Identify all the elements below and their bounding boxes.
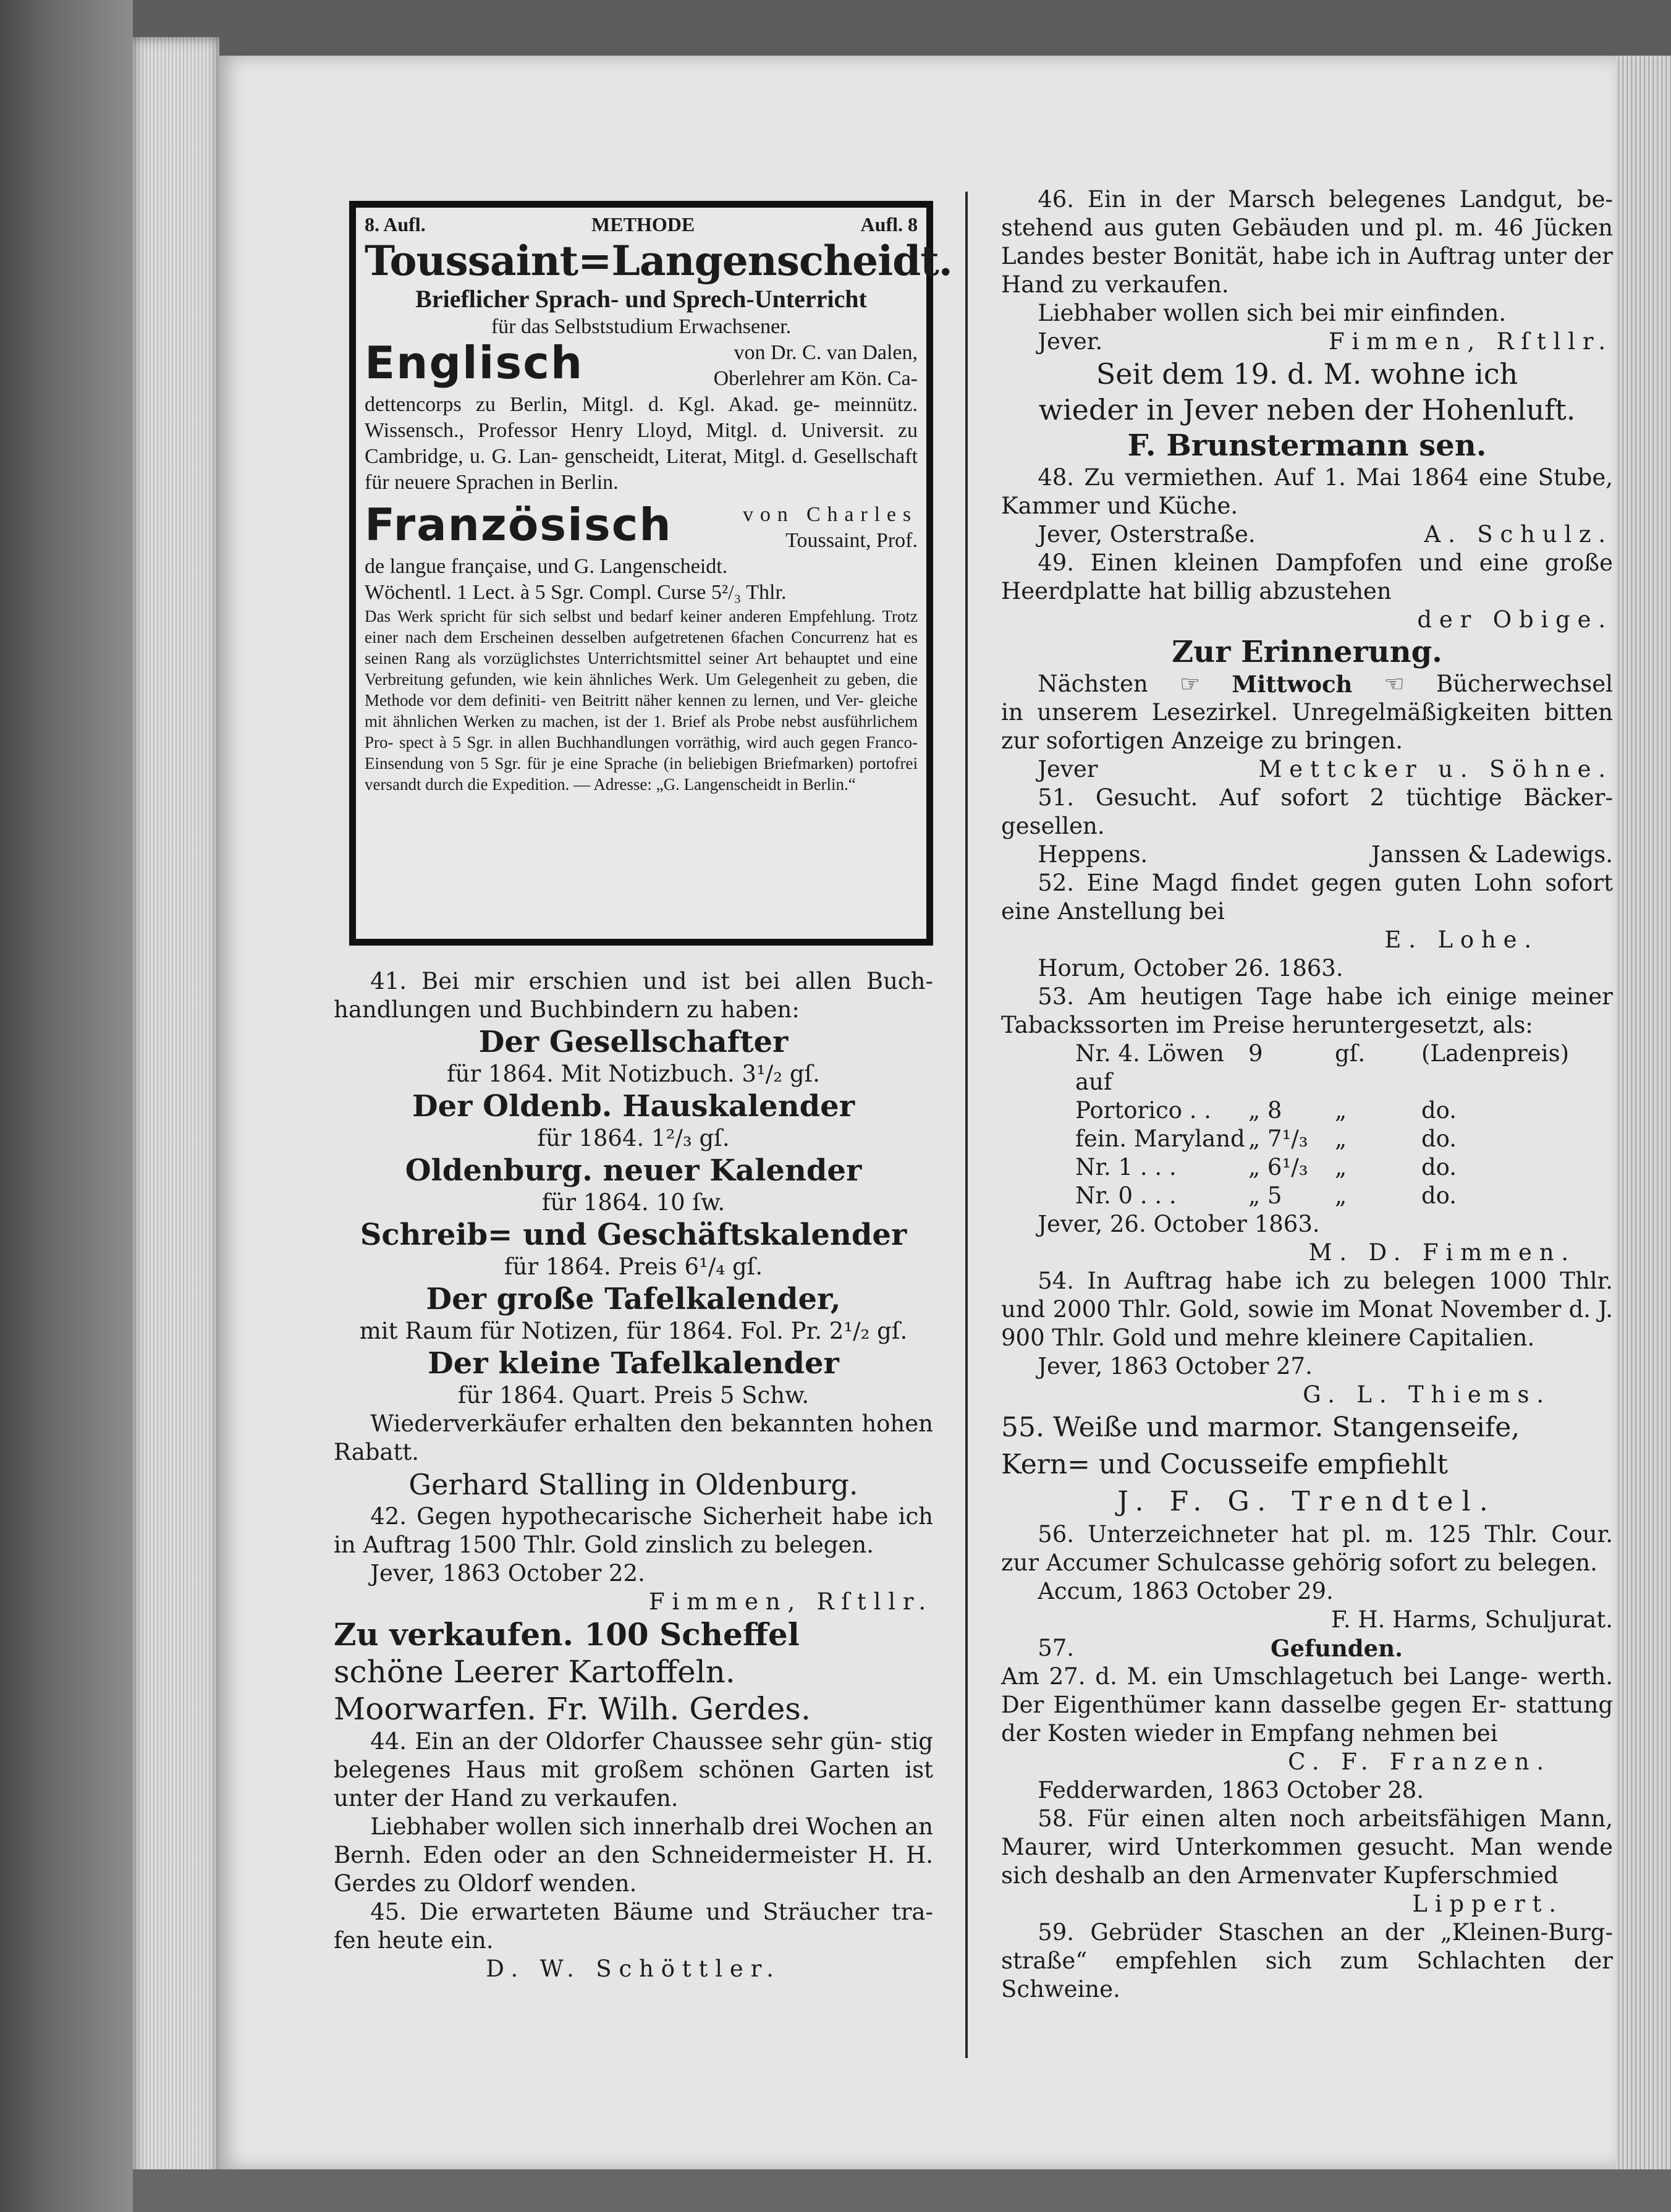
notice-54-signature: G. L. Thiems. — [1303, 1381, 1551, 1408]
calendar-4-price: für 1864. Preis 6¹/₄ gſ. — [504, 1253, 763, 1280]
calendar-3: Oldenburg. neuer Kalender — [405, 1153, 862, 1188]
ad-edition-left: 8. Aufl. — [365, 213, 426, 235]
notice-42: 42. Gegen hypothecarische Sicherheit habe ich in Auftrag 1500 Thlr. Gold zinslich zu belegen. — [334, 1503, 933, 1558]
notice-57-number: 57. — [1038, 1635, 1075, 1661]
calendar-5-price: mit Raum für Notizen, für 1864. Fol. Pr. 2¹/₂ gſ. — [359, 1318, 908, 1344]
notice-49-signature: der Obige. — [1417, 606, 1613, 633]
notice-57-date: Fedderwarden, 1863 October 28. — [1038, 1777, 1424, 1803]
notice-57-heading: Gefunden. — [1270, 1635, 1403, 1662]
tobacco-unit: „ — [1335, 1182, 1347, 1209]
tobacco-unit: „ — [1335, 1154, 1347, 1180]
tobacco-price: „ 8 — [1248, 1097, 1282, 1124]
publisher-stalling: Gerhard Stalling in Oldenburg. — [408, 1468, 858, 1501]
ad-edition-right: Aufl. 8 — [860, 213, 918, 235]
ad-french-a: von Charles — [742, 503, 918, 526]
tobacco-name: Portorico . . — [1075, 1097, 1212, 1124]
tobacco-row — [1001, 1040, 1613, 1096]
tobacco-unit: gſ. — [1335, 1040, 1366, 1067]
ad-audience: für das Selbststudium Erwachsener. — [491, 315, 792, 338]
notice-57-signature: C. F. Franzen. — [1288, 1748, 1551, 1775]
notice-57: Am 27. d. M. ein Umschlagetuch bei Lange- werth. Der Eigenthümer kann dasselbe gegen Er- stattung der Kosten wieder in Empfang nehmen bei — [1001, 1663, 1613, 1747]
notice-48-signature: A. Schulz. — [1424, 521, 1613, 548]
ad-subtitle: Brieflicher Sprach- und Sprech-Unterricht — [415, 285, 867, 313]
tobacco-name: Nr. 0 . . . — [1075, 1182, 1177, 1209]
ad-french: Französisch — [365, 499, 672, 551]
tobacco-price: „ 5 — [1248, 1182, 1282, 1209]
tobacco-unit: „ — [1335, 1097, 1347, 1124]
notice-54: 54. In Auftrag habe ich zu belegen 1000 Thlr. und 2000 Thlr. Gold, sowie im Monat November d. J. 900 Thlr. Gold und mehre kleinere Capitalien. — [1001, 1268, 1613, 1351]
notice-55-line2: Kern= und Cocusseife empfiehlt — [1001, 1449, 1448, 1480]
tobacco-name: Nr. 4. Löwen auf — [1075, 1040, 1224, 1095]
ad-english: Englisch — [365, 337, 584, 389]
calendar-4: Schreib= und Geschäftskalender — [360, 1218, 907, 1252]
notice-51-signature: Janssen & Ladewigs. — [1371, 841, 1613, 868]
notice-53-signature: M. D. Fimmen. — [1308, 1239, 1576, 1266]
notice-44-contact: Liebhaber wollen sich innerhalb drei Wochen an Bernh. Eden oder an den Schneidermeister H. H. Gerdes zu Oldorf wenden. — [334, 1813, 933, 1897]
notice-46-signature: Fimmen, Rſtllr. — [1329, 328, 1613, 355]
tobacco-note: do. — [1421, 1097, 1457, 1124]
notice-55-signature: J. F. G. Trendtel. — [1117, 1486, 1497, 1517]
ad-french-b: Toussaint, Prof. — [785, 529, 918, 552]
langenscheidt-advertisement — [349, 201, 952, 946]
tobacco-note: do. — [1421, 1125, 1457, 1152]
notice-46: 46. Ein in der Marsch belegenes Landgut, be- stehend aus guten Gebäuden und pl. m. 46 Jücken Landes bester Bonität, habe ich in Auftrag unter der Hand zu verkaufen. — [1001, 186, 1613, 298]
moving-notice-2: wieder in Jever neben der Hohenluft. — [1038, 393, 1576, 426]
reminder-next: Nächsten — [1038, 671, 1148, 697]
ad-english-b: Oberlehrer am Kön. Ca- — [713, 367, 918, 390]
tobacco-price: 9 — [1248, 1040, 1263, 1067]
reminder-line — [1001, 670, 1613, 698]
notice-49: 49. Einen kleinen Dampfofen und eine große Heerdplatte hat billig abzustehen — [1001, 549, 1613, 604]
notice-59: 59. Gebrüder Staschen an der „Kleinen-Burg- straße“ empfehlen sich zum Schlachten der Schweine. — [1001, 1919, 1613, 2002]
notice-46-footer — [1001, 328, 1613, 356]
reminder-wednesday: Mittwoch — [1232, 671, 1353, 698]
notice-51-footer — [1001, 841, 1613, 869]
book-spine — [0, 0, 133, 2212]
notice-54-date: Jever, 1863 October 27. — [1038, 1353, 1313, 1379]
notice-46-contact: Liebhaber wollen sich bei mir einfinden. — [1038, 300, 1507, 326]
page-stack-left — [133, 37, 219, 2182]
sale-potatoes-3: Moorwarfen. Fr. Wilh. Gerdes. — [334, 1691, 811, 1727]
ad-method: METHODE — [591, 213, 695, 235]
tobacco-note: do. — [1421, 1154, 1457, 1180]
sale-potatoes-1: Zu verkaufen. 100 Scheffel — [334, 1616, 800, 1653]
tobacco-note: (Ladenpreis) — [1421, 1040, 1570, 1067]
calendar-6: Der kleine Tafelkalender — [428, 1346, 839, 1381]
notice-58: 58. Für einen alten noch arbeitsfähigen Mann, Maurer, wird Unterkommen gesucht. Man wende sich deshalb an den Armenvater Kupferschmied — [1001, 1805, 1613, 1889]
reminder-place: Jever — [1038, 756, 1098, 782]
column-divider — [965, 192, 968, 2058]
tobacco-row — [1001, 1182, 1613, 1210]
pointing-hand-left-icon: ☜ — [1384, 671, 1405, 697]
tobacco-price-table — [1001, 1040, 1613, 1210]
notice-46-place: Jever. — [1038, 328, 1103, 355]
notice-56-date: Accum, 1863 October 29. — [1038, 1578, 1334, 1604]
ad-english-a: von Dr. C. van Dalen, — [734, 341, 918, 364]
tobacco-unit: „ — [1335, 1125, 1347, 1152]
notice-57-head — [1001, 1634, 1613, 1663]
notice-48-footer — [1001, 520, 1613, 549]
ad-english-text: dettencorps zu Berlin, Mitgl. d. Kgl. Akad. ge- meinnütz. Wissensch., Professor Henry Lloyd, Mitgl. d. Universit. zu Cambridge, u. G. Lan- genscheidt, Literat, Mitgl. d. Gesellschaft für neuere Sprachen in Berlin. — [365, 393, 918, 494]
calendar-2: Der Oldenb. Hauskalender — [412, 1089, 855, 1124]
notice-51-place: Heppens. — [1038, 841, 1148, 868]
tobacco-row — [1001, 1153, 1613, 1182]
reminder-heading: Zur Erinnerung. — [1172, 635, 1442, 669]
resellers-note: Wiederverkäufer erhalten den bekannten hohen Rabatt. — [334, 1410, 933, 1465]
notice-52-signature: E. Lohe. — [1384, 926, 1539, 953]
tobacco-note: do. — [1421, 1182, 1457, 1209]
ad-french-row — [365, 499, 918, 554]
notice-41: 41. Bei mir erschien und ist bei allen Buch- handlungen und Buchbindern zu haben: — [334, 968, 933, 1023]
ad-title: Toussaint=Langenscheidt. — [365, 237, 952, 285]
notice-45-signature: D. W. Schöttler. — [486, 1956, 781, 1982]
notice-42-signature: Fimmen, Rſtllr. — [649, 1588, 933, 1615]
ad-header — [365, 211, 918, 237]
notice-55-line1: 55. Weiße und marmor. Stangenseife, — [1001, 1412, 1520, 1443]
calendar-6-price: für 1864. Quart. Preis 5 Schw. — [457, 1382, 810, 1409]
left-column — [334, 967, 933, 1983]
calendar-1-price: für 1864. Mit Notizbuch. 3¹/₂ gſ. — [446, 1061, 820, 1087]
sale-potatoes-2: schöne Leerer Kartoffeln. — [334, 1654, 735, 1690]
notice-44: 44. Ein an der Oldorfer Chaussee sehr gün- stig belegenes Haus mit großem schönen Garten ist unter der Hand zu verkaufen. — [334, 1728, 933, 1812]
notice-45: 45. Die erwarteten Bäume und Sträucher tra- fen heute ein. — [334, 1899, 933, 1954]
ad-english-author — [593, 340, 918, 392]
notice-56-signature: F. H. Harms, Schuljurat. — [1330, 1606, 1613, 1633]
tobacco-name: fein. Maryland — [1075, 1125, 1245, 1152]
ad-english-row — [365, 337, 918, 392]
page-stack-right — [1616, 56, 1671, 2169]
moving-notice-1: Seit dem 19. d. M. wohne ich — [1096, 357, 1518, 391]
reminder-books: Bücherwechsel — [1436, 671, 1613, 697]
notice-53: 53. Am heutigen Tage habe ich einige meiner Tabackssorten im Preise heruntergesetzt, als: — [1001, 983, 1613, 1038]
reminder-text: in unserem Lesezirkel. Unregelmäßigkeiten bitten zur sofortigen Anzeige zu bringen. — [1001, 699, 1613, 754]
ad-french-author — [682, 502, 918, 554]
moving-notice-3: F. Brunstermann sen. — [1127, 428, 1487, 463]
bottom-shadow — [133, 2169, 1671, 2212]
notice-51: 51. Gesucht. Auf sofort 2 tüchtige Bäcker- gesellen. — [1001, 784, 1613, 839]
calendar-5: Der große Tafelkalender, — [426, 1282, 841, 1316]
pointing-hand-icon: ☞ — [1179, 671, 1201, 697]
notice-52: 52. Eine Magd findet gegen guten Lohn sofort eine Anstellung bei — [1001, 870, 1613, 925]
right-column — [1001, 185, 1613, 2004]
tobacco-name: Nr. 1 . . . — [1075, 1154, 1177, 1180]
notice-56: 56. Unterzeichneter hat pl. m. 125 Thlr. Cour. zur Accumer Schulcasse gehörig sofort zu belegen. — [1001, 1521, 1613, 1576]
notice-48: 48. Zu vermiethen. Auf 1. Mai 1864 eine Stube, Kammer und Küche. — [1001, 464, 1613, 519]
tobacco-row — [1001, 1096, 1613, 1125]
reminder-footer — [1001, 755, 1613, 784]
calendar-3-price: für 1864. 10 ſw. — [541, 1189, 726, 1216]
notice-42-date: Jever, 1863 October 22. — [370, 1560, 645, 1587]
notice-48-place: Jever, Osterstraße. — [1038, 521, 1256, 548]
reminder-signature: Mettcker u. Söhne. — [1258, 756, 1613, 782]
tobacco-price: „ 6¹/₃ — [1248, 1154, 1308, 1180]
ad-body: Das Werk spricht für sich selbst und bedarf keiner anderen Empfehlung. Trotz einer nach dem Erscheinen desselben aufgetretenen 6fachen Concurrenz hat es seinen Rang als vorzüglichstes Unterrichtsmittel seiner Art behauptet und eine Verbreitung gefunden, wie kein ähnliches Werk. Um Gelegenheit zu geben, die Methode vor dem definiti- ven Beitritt näher kennen zu lernen, und Ver- gleiche mit ähnlichen Werken zu machen, ist der 1. Brief als Probe nebst ausführlichem Pro- spect à 5 Sgr. in allen Buchhandlungen vorräthig, wird auch gegen Franco-Einsendung von 5 Sgr. für je eine Sprache (in beliebigen Briefmarken) portofrei versandt durch die Expedition. — Adresse: „G. Langenscheidt in Berlin.“ — [365, 607, 918, 794]
tobacco-price: „ 7¹/₃ — [1248, 1125, 1308, 1152]
calendar-1: Der Gesellschafter — [478, 1025, 789, 1059]
ad-french-text: de langue française, und G. Langenscheidt. — [365, 555, 728, 578]
ad-price: Wöchentl. 1 Lect. à 5 Sgr. Compl. Curse 5²/₃ Thlr. — [365, 581, 787, 604]
tobacco-row — [1001, 1125, 1613, 1153]
calendar-2-price: für 1864. 1²/₃ gſ. — [537, 1125, 730, 1151]
notice-53-date: Jever, 26. October 1863. — [1038, 1211, 1320, 1237]
notice-58-signature: Lippert. — [1412, 1891, 1563, 1917]
notice-52-date: Horum, October 26. 1863. — [1038, 955, 1343, 981]
